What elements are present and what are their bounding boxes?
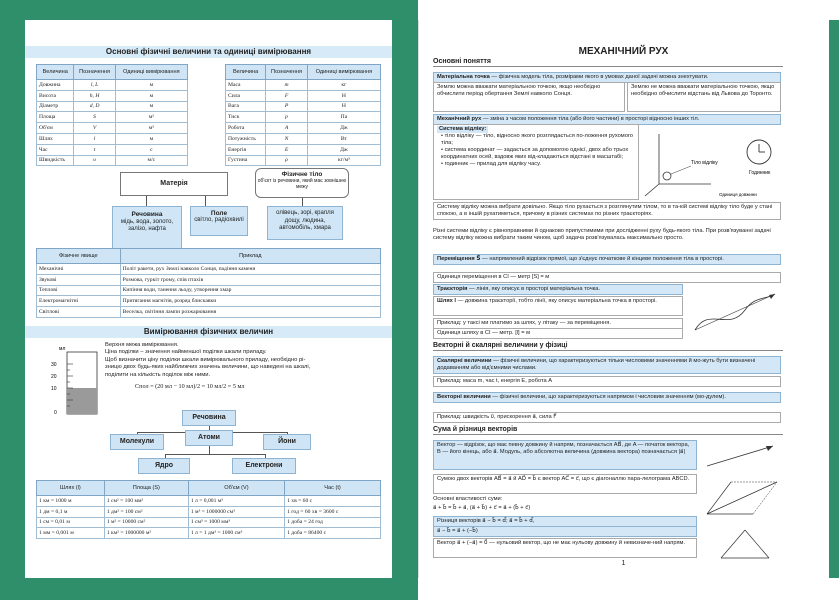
table-cell: Шлях bbox=[37, 133, 74, 144]
section-title-quantities: Основні фізичні величини та одиниці вимірювання bbox=[25, 46, 392, 58]
table-cell: E bbox=[266, 144, 308, 155]
table-cell: 1 хв = 60 с bbox=[285, 496, 381, 507]
difference-def: Різниця векторів a⃗ − b⃗ = d⃗; a⃗ = b⃗ + d⃗, bbox=[433, 516, 697, 527]
table-row bbox=[226, 112, 381, 123]
beaker-tick: 0 bbox=[54, 410, 57, 416]
table-row bbox=[37, 133, 188, 144]
struct-molecules: Молекули bbox=[110, 434, 164, 450]
table-cell: A bbox=[266, 123, 308, 134]
path-unit: Одиниця шляху в СІ — метр. [l] = м bbox=[433, 328, 683, 339]
table-cell: м³ bbox=[115, 123, 187, 134]
table-cell: h, H bbox=[74, 90, 115, 101]
definition: — довжина траєкторії, тобто лінії, яку описує матеріальна точка в просторі. bbox=[455, 298, 657, 304]
page-edge bbox=[829, 20, 839, 578]
formula: Cпол = (20 мл − 10 мл)/2 = 10 мл/2 = 5 мл bbox=[135, 383, 245, 391]
definition: — напрямлений відрізок прямої, що з'єднує початкове й кінцеве положення тіла в просторі. bbox=[480, 256, 724, 262]
term: Система відліку: bbox=[439, 126, 487, 132]
table-cell: Н bbox=[307, 90, 380, 101]
connector bbox=[205, 196, 206, 206]
equivalence-text: Різні системи відліку є рівноправними й однаково припустимими при дослідженні руху будь-якого тіла. При розв'язуванні задачі систему відліку можна вибрати таким чином, щоб задача розв'язувалась максимально просто. bbox=[433, 228, 771, 241]
section-title-measurement: Вимірювання фізичних величин bbox=[25, 326, 392, 338]
table-cell: 1 км = 1000 м bbox=[37, 496, 105, 507]
table-cell: p bbox=[266, 112, 308, 123]
units-table bbox=[36, 480, 381, 539]
connector bbox=[165, 454, 265, 455]
table-cell: ρ bbox=[266, 155, 308, 166]
table-cell: Сила bbox=[226, 90, 266, 101]
table-row bbox=[37, 90, 188, 101]
table-cell: Висота bbox=[37, 90, 74, 101]
subtitle-basic-concepts: Основні поняття bbox=[433, 58, 783, 67]
measure-line: Верхня межа вимірювання. bbox=[105, 342, 179, 348]
term: Матеріальна точка bbox=[437, 74, 490, 80]
table-row bbox=[226, 155, 381, 166]
table-header-cell: Позначення bbox=[266, 65, 308, 80]
table-cell: Тиск bbox=[226, 112, 266, 123]
table-row bbox=[226, 101, 381, 112]
table-cell: 1 см³ = 1000 мм³ bbox=[188, 517, 284, 528]
body-label: Тіло відліку bbox=[691, 160, 718, 166]
table-cell: Густина bbox=[226, 155, 266, 166]
scalar-example: Приклад: маса m, час t, енергія E, робота A bbox=[433, 376, 781, 387]
beaker-unit: мл bbox=[59, 346, 66, 352]
table-row bbox=[37, 285, 381, 296]
substance-box bbox=[112, 206, 182, 252]
table-cell: 1 мм = 0,001 м bbox=[37, 528, 105, 539]
connector bbox=[209, 446, 210, 454]
definition: — зміна з часом положення тіла (або його частини) в просторі відносно інших тіл. bbox=[481, 116, 700, 122]
substance-text: мідь, вода, золото, залізо, нафта bbox=[120, 219, 174, 232]
table-header-cell: Одиниці вимірювання bbox=[307, 65, 380, 80]
measurement-text bbox=[105, 342, 385, 390]
definition: — фізичні величини, що характеризуються тільки числовими значеннями й мо-жуть бути визначені додаванням або від'ємними числами. bbox=[437, 358, 756, 371]
term: Механічний рух bbox=[437, 116, 482, 122]
list-item-text: годинник — прилад для відліку часу. bbox=[444, 161, 541, 167]
term: Векторні величини bbox=[437, 394, 491, 400]
table-cell: м bbox=[115, 90, 187, 101]
table-row bbox=[37, 274, 381, 285]
table-cell: м/с bbox=[115, 155, 187, 166]
vector-example: Приклад: швидкість υ⃗, прискорення a⃗, сила F⃗ bbox=[433, 412, 781, 423]
difference-def-2: a⃗ − b⃗ = a⃗ + (−b⃗) bbox=[433, 526, 697, 537]
table-cell: Потужність bbox=[226, 133, 266, 144]
table-cell: Швидкість bbox=[37, 155, 74, 166]
sum-props: a⃗ + b⃗ = b⃗ + a⃗, (a⃗ + b⃗) + c⃗ = a⃗ + (b⃗ + c⃗) bbox=[433, 505, 531, 511]
table-row bbox=[226, 133, 381, 144]
table-cell: Звукові bbox=[37, 274, 121, 285]
table-cell: Діаметр bbox=[37, 101, 74, 112]
definition: — лінія, яку описує в просторі матеріальна точка. bbox=[467, 286, 601, 292]
table-cell: Світлові bbox=[37, 307, 121, 318]
table-cell: 1 доба = 24 год bbox=[285, 517, 381, 528]
table-cell: м bbox=[115, 101, 187, 112]
table-cell: 1 л = 0,001 м³ bbox=[188, 496, 284, 507]
table-row bbox=[37, 506, 381, 517]
struct-electrons: Електрони bbox=[232, 458, 296, 474]
table-cell: l bbox=[74, 133, 115, 144]
table-row bbox=[226, 123, 381, 134]
table-cell: F bbox=[266, 90, 308, 101]
quantities-table-2 bbox=[225, 64, 381, 166]
sum-def: Сумою двох векторів AB⃗ = a⃗ й AD⃗ = b⃗ є вектор AC⃗ = c⃗, що є діагоналлю пара-лелограма ABCD. bbox=[433, 474, 697, 494]
measure-line: Ціна поділки – значення найменшої поділки шкали приладу. bbox=[105, 349, 267, 356]
table-cell: 1 доба = 86400 с bbox=[285, 528, 381, 539]
list-item-text: система координат — задається за допомогою однієї, двох або трьох координатних осей, вздовж яких від-кладаються відстані в масштабі; bbox=[441, 147, 629, 160]
struct-nucleus: Ядро bbox=[138, 458, 190, 474]
reference-system-box bbox=[433, 124, 639, 200]
left-sheet bbox=[25, 20, 392, 578]
term: Траєкторія bbox=[437, 286, 468, 292]
scalar-def bbox=[433, 356, 781, 374]
measure-line: Щоб визначити ціну поділки шкали вимірювального приладу, необхідно рі- bbox=[105, 356, 306, 363]
matter-box: Матерія bbox=[120, 172, 228, 196]
right-sheet bbox=[418, 20, 828, 578]
table-cell: Веселка, світіння лампи розжарювання bbox=[120, 307, 380, 318]
phenomena-table bbox=[36, 248, 381, 318]
table-row bbox=[37, 155, 188, 166]
field-box bbox=[190, 206, 248, 236]
table-row bbox=[37, 80, 188, 91]
vector-figure bbox=[701, 440, 783, 470]
table-cell: м bbox=[115, 80, 187, 91]
table-cell: Політ ракети, рух Землі навколо Сонця, падіння каменя bbox=[120, 264, 380, 275]
table-cell: Вага bbox=[226, 101, 266, 112]
table-cell: Площа bbox=[37, 112, 74, 123]
list-item: • годинник — прилад для відліку часу. bbox=[441, 161, 541, 167]
table-cell: м² bbox=[115, 112, 187, 123]
table-cell: Вт bbox=[307, 133, 380, 144]
reference-system-figure bbox=[641, 124, 781, 200]
table-header-cell: Час (t) bbox=[285, 481, 381, 496]
table-cell: Н bbox=[307, 101, 380, 112]
table-header-cell: Фізичне явище bbox=[37, 249, 121, 264]
table-header-cell: Величина bbox=[226, 65, 266, 80]
displacement-def bbox=[433, 254, 781, 265]
table-cell: м bbox=[115, 133, 187, 144]
quantities-table-1 bbox=[36, 64, 188, 166]
axis-label: Одиниця довжини bbox=[719, 192, 757, 197]
sum-props-title: Основні властивості суми: bbox=[433, 496, 503, 502]
table-cell: 1 см² = 100 мм² bbox=[104, 496, 188, 507]
table-cell: t bbox=[74, 144, 115, 155]
page-number: 1 bbox=[621, 560, 626, 567]
table-cell: кг bbox=[307, 80, 380, 91]
table-cell: Механічні bbox=[37, 264, 121, 275]
list-item: • тіло відліку — тіло, відносно якого розглядається по-ложення рухомого тіла; bbox=[441, 133, 633, 146]
table-row bbox=[226, 90, 381, 101]
table-header-cell: Площа (S) bbox=[104, 481, 188, 496]
struct-atoms: Атоми bbox=[185, 430, 233, 446]
field-title: Поле bbox=[210, 210, 228, 217]
sum-diff-figure bbox=[701, 474, 783, 564]
vector-quantity-def bbox=[433, 392, 781, 403]
table-cell: 1 м³ = 1000000 см³ bbox=[188, 506, 284, 517]
table-row bbox=[37, 112, 188, 123]
table-cell: S bbox=[74, 112, 115, 123]
measure-line: зницю двох будь-яких найближчих значень величини, що наведені на шкалі, bbox=[105, 364, 311, 371]
table-cell: d, D bbox=[74, 101, 115, 112]
table-row bbox=[37, 528, 381, 539]
list-item: • система координат — задається за допомогою однієї, двох або трьох координатних осей, вздовж яких від-кладаються відстані в масштабі; bbox=[441, 147, 629, 160]
body-title: Фізичне тіло bbox=[281, 171, 323, 178]
measure-line: поділити на кількість поділок між ними. bbox=[105, 371, 211, 378]
table-cell: Притягання магнітів, розряд блискавки bbox=[120, 296, 380, 307]
table-cell: 1 м² = 10000 см² bbox=[104, 517, 188, 528]
zero-vector-def: Вектор a⃗ + (−a⃗) = 0⃗ — нульовий вектор, що не має нульову довжину й невизначе-ний напрям. bbox=[433, 538, 697, 558]
table-cell: P bbox=[266, 101, 308, 112]
body-sub: об'єкт із речовини, який має зовнішню межу bbox=[257, 178, 347, 190]
table-header-cell: Величина bbox=[37, 65, 74, 80]
body-box bbox=[255, 168, 349, 198]
table-cell: l, L bbox=[74, 80, 115, 91]
clock-label: Годинник bbox=[749, 170, 771, 176]
table-row bbox=[226, 80, 381, 91]
table-cell: с bbox=[115, 144, 187, 155]
term: Скалярні величини bbox=[437, 358, 492, 364]
subtitle-vector-sum: Сума й різниця векторів bbox=[433, 426, 783, 435]
list-item-text: тіло відліку — тіло, відносно якого розглядається по-ложення рухомого тіла; bbox=[441, 133, 633, 146]
reference-system-text: Систему відліку можна вибрати довільно. Якщо тіло рухається з розглянутим тілом, то в та-кій системі відліку тіло буде у стані спокою, а в іншій рухатиметься, причому в різних системах по різних траєкторіях. bbox=[433, 202, 781, 220]
table-cell: 1 год = 60 хв = 3600 с bbox=[285, 506, 381, 517]
material-point-example-2: Землю не можна вважати матеріальною точкою, якщо необхідно обчислити відстань від Львова до Торонто. bbox=[627, 82, 781, 112]
path-example: Приклад: у таксі ми платимо за шлях, у літаку — за переміщення. bbox=[433, 318, 683, 329]
table-header-cell: Приклад bbox=[120, 249, 380, 264]
table-row bbox=[226, 144, 381, 155]
material-point-example-1: Землю можна вважати матеріальною точкою, якщо необхідно обчислити період обертання Землі навколо Сонця. bbox=[433, 82, 625, 112]
trajectory-def bbox=[433, 284, 683, 295]
table-row bbox=[37, 496, 381, 507]
beaker-tick: 30 bbox=[51, 362, 57, 368]
term: Шлях l bbox=[437, 298, 456, 304]
table-header-cell: Позначення bbox=[74, 65, 115, 80]
table-cell: Маса bbox=[226, 80, 266, 91]
table-cell: Па bbox=[307, 112, 380, 123]
table-cell: 1 дм² = 100 см² bbox=[104, 506, 188, 517]
page-title: МЕХАНІЧНИЙ РУХ bbox=[578, 46, 669, 57]
table-row bbox=[37, 123, 188, 134]
table-row bbox=[37, 264, 381, 275]
table-header-cell: Шлях (l) bbox=[37, 481, 105, 496]
table-row bbox=[37, 517, 381, 528]
table-cell: Теплові bbox=[37, 285, 121, 296]
table-cell: N bbox=[266, 133, 308, 144]
beaker-tick: 10 bbox=[51, 386, 57, 392]
table-cell: 1 км² = 1000000 м² bbox=[104, 528, 188, 539]
table-row bbox=[37, 296, 381, 307]
table-cell: Електромагнітні bbox=[37, 296, 121, 307]
body-examples-box: олівець, зорі, крапля дощу, людина, автомобіль, хмара bbox=[267, 206, 343, 240]
struct-ions: Йони bbox=[263, 434, 311, 450]
beaker-tick: 20 bbox=[51, 374, 57, 380]
subtitle-vector-scalar: Векторні й скалярні величини у фізиці bbox=[433, 342, 783, 351]
trajectory-figure bbox=[689, 286, 781, 338]
table-cell: Об'єм bbox=[37, 123, 74, 134]
path-def bbox=[433, 296, 683, 316]
table-header-cell: Об'єм (V) bbox=[188, 481, 284, 496]
table-cell: Розмова, гуркіт грому, спів птахів bbox=[120, 274, 380, 285]
table-cell: Робота bbox=[226, 123, 266, 134]
table-cell: m bbox=[266, 80, 308, 91]
table-cell: 1 дм = 0,1 м bbox=[37, 506, 105, 517]
table-cell: υ bbox=[74, 155, 115, 166]
table-header-cell: Одиниці вимірювання bbox=[115, 65, 187, 80]
measuring-cylinder bbox=[45, 342, 111, 418]
vector-def: Вектор — відрізок, що має певну довжину й напрям, позначається AB⃗, де A — початок вектора, B — його кінець, або a⃗. Модуль, або абсолютна величина (довжина вектора) позначається |a⃗| bbox=[433, 440, 697, 470]
connector bbox=[146, 196, 147, 206]
table-cell: 1 см = 0,01 м bbox=[37, 517, 105, 528]
struct-root: Речовина bbox=[182, 410, 236, 426]
right-page bbox=[418, 0, 839, 600]
table-cell: Довжина bbox=[37, 80, 74, 91]
table-cell: V bbox=[74, 123, 115, 134]
table-cell: Дж bbox=[307, 144, 380, 155]
field-text: світло, радіохвилі bbox=[194, 217, 244, 223]
symbol: S⃗ bbox=[476, 256, 481, 262]
table-row bbox=[37, 144, 188, 155]
table-cell: Кипіння води, танення льоду, утворення хмар bbox=[120, 285, 380, 296]
table-cell: Енергія bbox=[226, 144, 266, 155]
table-cell: Дж bbox=[307, 123, 380, 134]
term: Переміщення bbox=[437, 256, 475, 262]
connector bbox=[302, 198, 303, 206]
table-cell: кг/м³ bbox=[307, 155, 380, 166]
table-cell: 1 л = 1 дм³ = 1000 см³ bbox=[188, 528, 284, 539]
table-row bbox=[37, 101, 188, 112]
left-page bbox=[0, 0, 418, 600]
table-row bbox=[37, 307, 381, 318]
definition: — фізична модель тіла, розмірами якого в умовах даної задачі можна знехтувати. bbox=[489, 74, 709, 80]
table-cell: Час bbox=[37, 144, 74, 155]
displacement-unit: Одиниця переміщення в СІ — метр [S] = м bbox=[433, 272, 781, 283]
substance-title: Речовина bbox=[131, 211, 163, 218]
definition: — фізичні величини, що характеризуються напрямом і числовим значенням (мо-дулем). bbox=[490, 394, 726, 400]
